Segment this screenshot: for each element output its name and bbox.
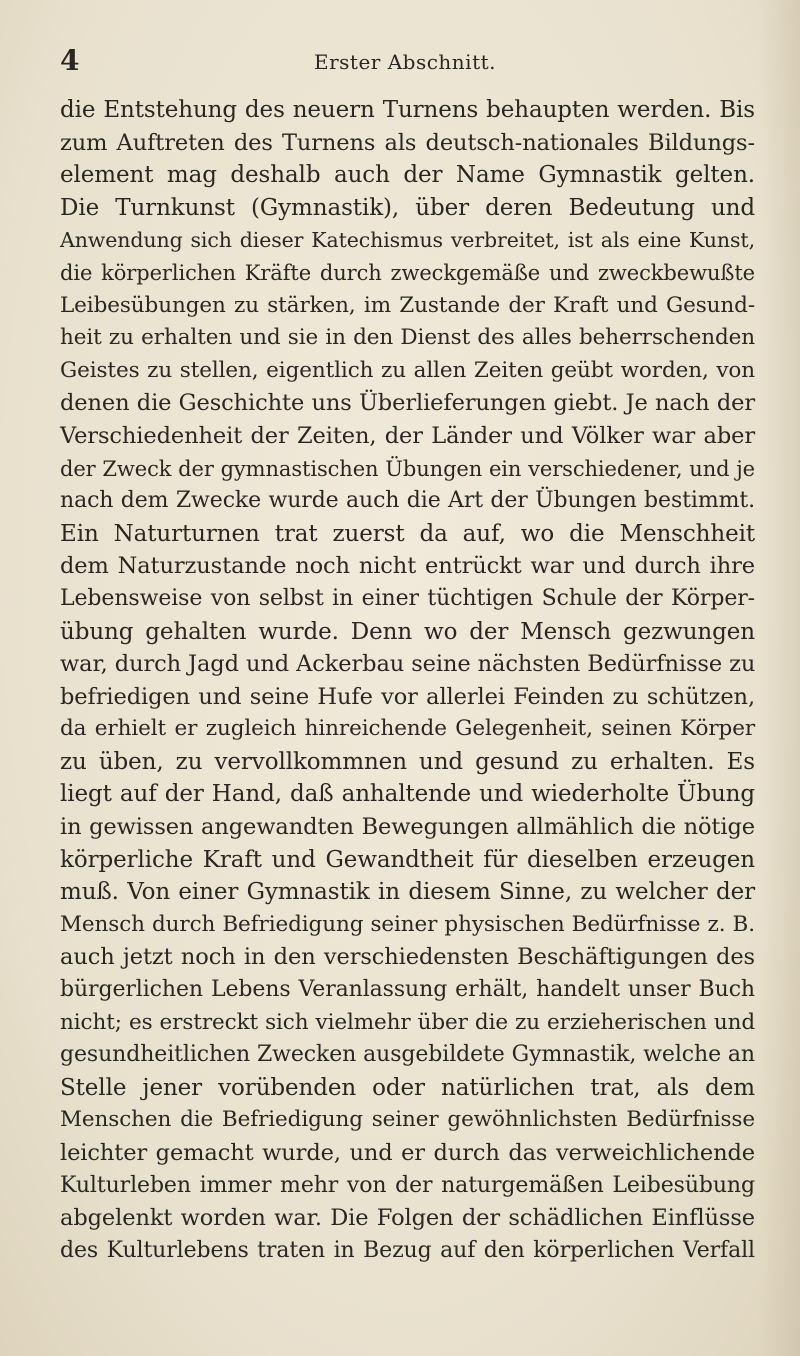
text-line: da erhielt er zugleich hinreichende Gelegenheit, seinen Körper <box>60 716 755 742</box>
text-line: nach dem Zwecke wurde auch die Art der Übungen bestimmt. <box>60 488 755 514</box>
text-line: liegt auf der Hand, daß anhaltende und wiederholte Übung <box>60 781 755 808</box>
text-line: Verschiedenheit der Zeiten, der Länder und Völker war aber <box>60 422 755 449</box>
text-line: gesundheitlichen Zwecken ausgebildete Gymnastik, welche an <box>60 1042 755 1068</box>
text-line: Lebensweise von selbst in einer tüchtigen Schule der Körper- <box>60 585 755 611</box>
text-line: Mensch durch Befriedigung seiner physischen Bedürfnisse z. B. <box>60 911 755 937</box>
text-line: muß. Von einer Gymnastik in diesem Sinne, zu welcher der <box>60 879 755 906</box>
text-line: heit zu erhalten und sie in den Dienst des alles beherrschenden <box>60 325 755 351</box>
text-line: war, durch Jagd und Ackerbau seine nächsten Bedürfnisse zu <box>60 651 756 678</box>
text-line: nicht; es erstreckt sich vielmehr über die zu erzieherischen und <box>60 1009 755 1035</box>
text-line: element mag deshalb auch der Name Gymnastik gelten. <box>60 162 755 189</box>
body-text <box>60 94 755 1267</box>
text-line: Geistes zu stellen, eigentlich zu allen Zeiten geübt worden, von <box>60 357 755 383</box>
text-line: übung gehalten wurde. Denn wo der Mensch gezwungen <box>60 618 755 645</box>
text-line: Leibesübungen zu stärken, im Zustande der Kraft und Gesund- <box>60 292 755 318</box>
text-line: Menschen die Befriedigung seiner gewöhnlichsten Bedürfnisse <box>60 1107 755 1133</box>
text-line: leichter gemacht wurde, und er durch das verweichlichende <box>60 1140 755 1166</box>
page-header <box>60 44 750 84</box>
text-line: denen die Geschichte uns Überlieferungen giebt. Je nach der <box>60 390 755 417</box>
text-line: Stelle jener vorübenden oder natürlichen trat, als dem <box>60 1074 755 1101</box>
page-number: 4 <box>60 44 81 77</box>
text-line: in gewissen angewandten Bewegungen allmählich die nötige <box>60 814 755 841</box>
text-line: abgelenkt worden war. Die Folgen der schädlichen Einflüsse <box>60 1205 755 1232</box>
text-line: dem Naturzustande noch nicht entrückt war und durch ihre <box>60 553 755 580</box>
text-line: bürgerlichen Lebens Veranlassung erhält, handelt unser Buch <box>60 977 755 1003</box>
text-line: auch jetzt noch in den verschiedensten Beschäftigungen des <box>60 944 755 971</box>
text-line: des Kulturlebens traten in Bezug auf den körperlichen Verfall <box>60 1237 755 1263</box>
text-line: die Entstehung des neuern Turnens behaupten werden. Bis <box>60 97 755 123</box>
text-line: Ein Naturturnen trat zuerst da auf, wo die Menschheit <box>60 520 755 547</box>
text-line: Die Turnkunst (Gymnastik), über deren Bedeutung und <box>60 194 755 221</box>
text-line: zum Auftreten des Turnens als deutsch-nationales Bildungs- <box>60 129 755 156</box>
running-head: Erster Abschnitt. <box>313 50 496 74</box>
text-line: der Zweck der gymnastischen Übungen ein verschiedener, und je <box>60 456 755 481</box>
text-line: die körperlichen Kräfte durch zweckgemäße und zweckbewußte <box>60 260 755 285</box>
page-edge-shadow <box>760 0 800 1356</box>
text-line: zu üben, zu vervollkommnen und gesund zu erhalten. Es <box>60 748 755 775</box>
text-line: befriedigen und seine Hufe vor allerlei Feinden zu schützen, <box>60 683 755 710</box>
text-line: Kulturleben immer mehr von der naturgemäßen Leibesübung <box>60 1172 755 1198</box>
text-line: Anwendung sich dieser Katechismus verbreitet, ist als eine Kunst, <box>60 228 755 253</box>
text-line: körperliche Kraft und Gewandtheit für dieselben erzeugen <box>60 846 755 873</box>
